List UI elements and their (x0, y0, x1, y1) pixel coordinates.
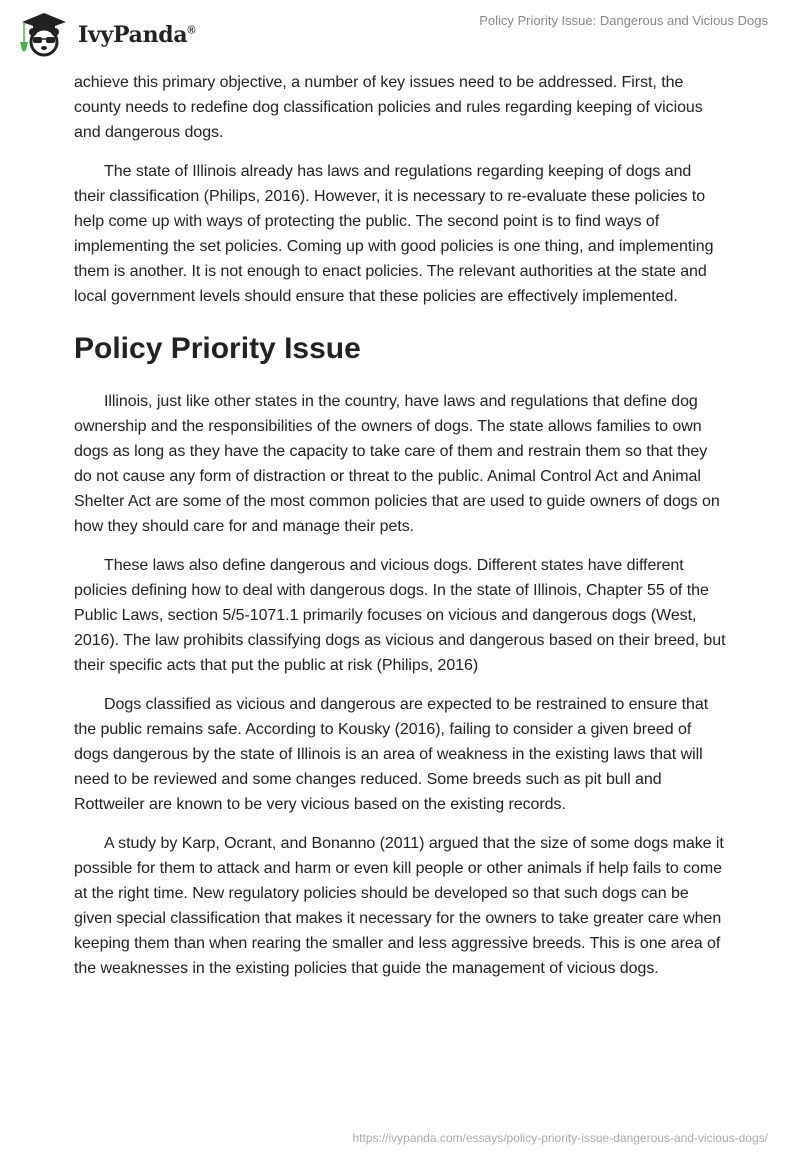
section-heading: Policy Priority Issue (74, 332, 361, 365)
document-title: Policy Priority Issue: Dangerous and Vicious Dogs (479, 13, 768, 28)
ivypanda-logo[interactable] (16, 8, 195, 58)
panda-graduate-icon (16, 8, 72, 58)
paragraph: The state of Illinois already has laws and regulations regarding keeping of dogs and their classification (Philips, 2016). However, it is necessary to re-evaluate these policies to help come up with ways of protecting the public. The second point is to find ways of implementing the set policies. Coming up with good policies is one thing, and implementing them is another. It is not enough to enact policies. The relevant authorities at the state and local government levels should ensure that these policies are effectively implemented. (74, 163, 714, 305)
page-header (0, 0, 800, 60)
source-url[interactable]: https://ivypanda.com/essays/policy-priority-issue-dangerous-and-vicious-dogs/ (352, 1131, 768, 1145)
essay-body (74, 70, 726, 995)
paragraph: achieve this primary objective, a number of key issues need to be addressed. First, the county needs to redefine dog classification policies and rules regarding keeping of vicious and dangerous dogs. (74, 74, 703, 141)
paragraph: These laws also define dangerous and vicious dogs. Different states have different policies defining how to deal with dangerous dogs. In the state of Illinois, Chapter 55 of the Public Laws, section 5/5-1071.1 primarily focuses on vicious and dangerous dogs (West, 2016). The law prohibits classifying dogs as vicious and dangerous based on their breed, but their specific acts that put the public at risk (Philips, 2016) (74, 557, 726, 674)
paragraph: Illinois, just like other states in the country, have laws and regulations that define dog ownership and the responsibilities of the owners of dogs. The state allows families to own dogs as long as they have the capacity to take care of them and restrain them so that they do not cause any form of distraction or threat to the public. Animal Control Act and Animal Shelter Act are some of the most common policies that are used to guide owners of dogs on how they should care for and manage their pets. (74, 393, 720, 535)
brand-name: IvyPanda® (78, 22, 196, 48)
paragraph: Dogs classified as vicious and dangerous are expected to be restrained to ensure that the public remains safe. According to Kousky (2016), failing to consider a given breed of dogs dangerous by the state of Illinois is an area of weakness in the existing laws that will need to be reviewed and some changes reduced. Some breeds such as pit bull and Rottweiler are known to be very vicious based on the existing records. (74, 696, 709, 813)
paragraph: A study by Karp, Ocrant, and Bonanno (2011) argued that the size of some dogs make it possible for them to attack and harm or even kill people or other animals if help fails to come at the right time. New regulatory policies should be developed so that such dogs can be given special classification that makes it necessary for the owners to take greater care when keeping them than when rearing the smaller and less aggressive breeds. This is one area of the weaknesses in the existing policies that guide the management of vicious dogs. (74, 835, 724, 977)
